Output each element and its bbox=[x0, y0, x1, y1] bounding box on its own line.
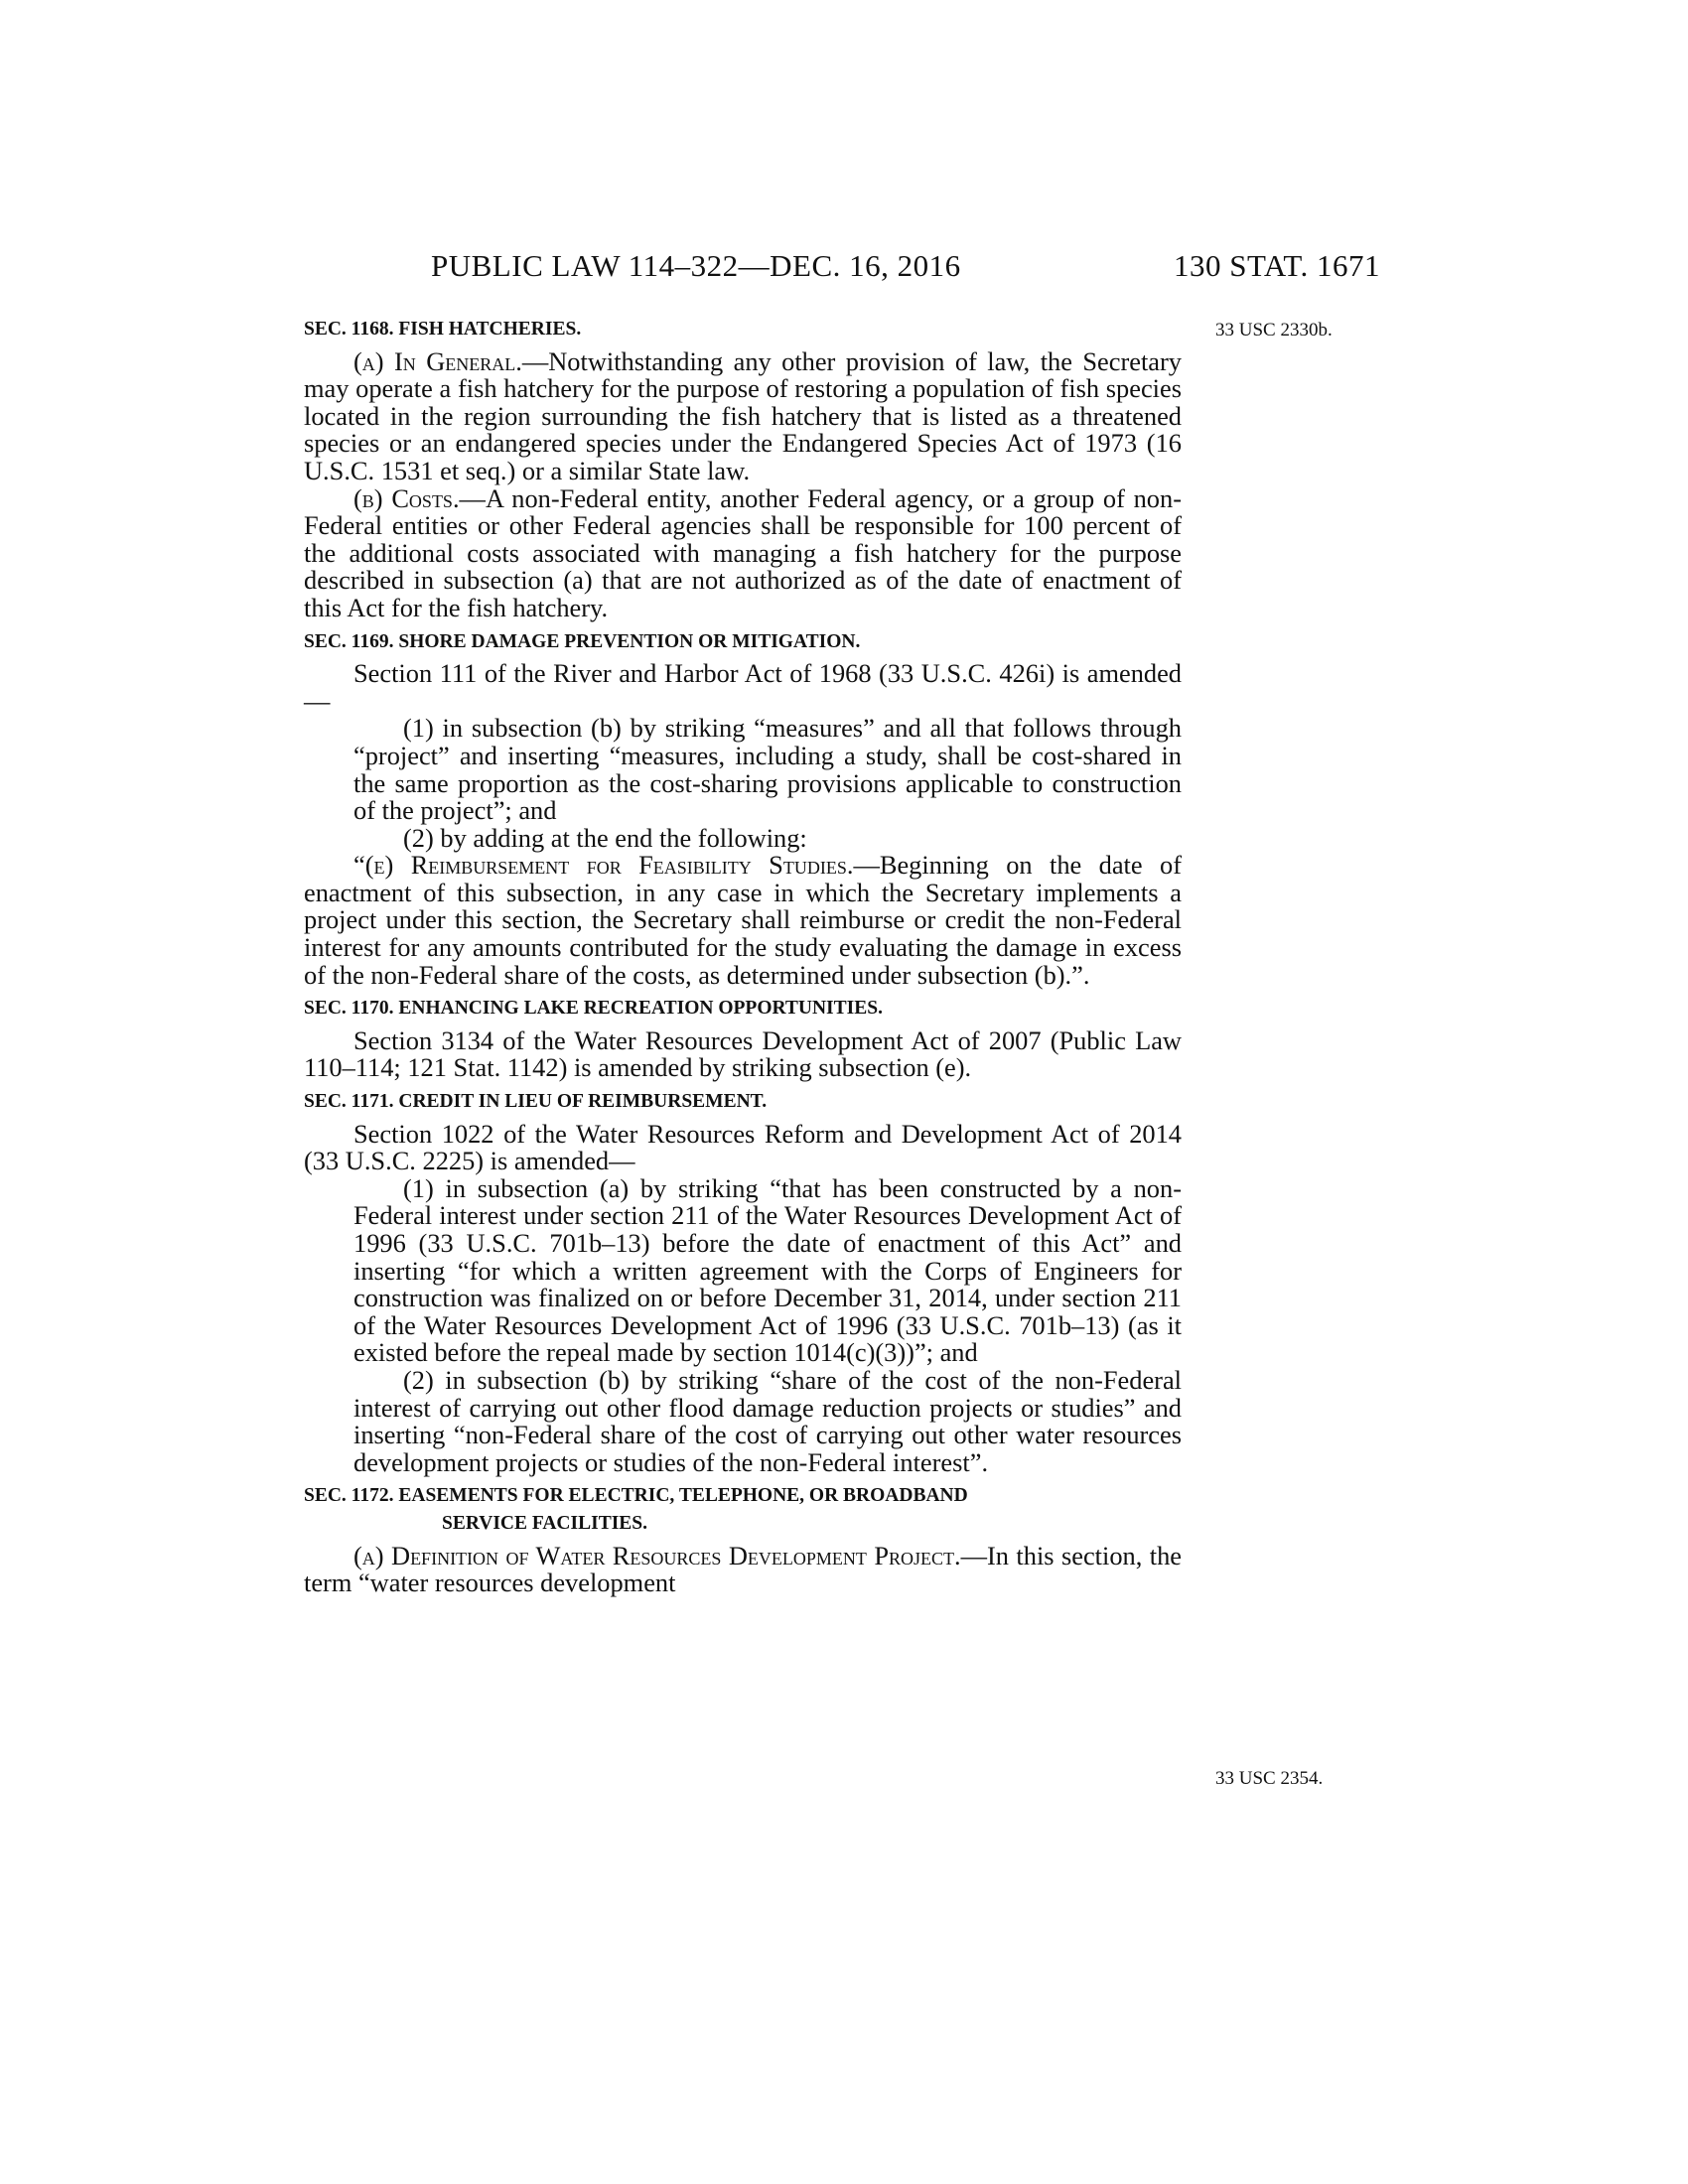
section-heading-1171: SEC. 1171. CREDIT IN LIEU OF REIMBURSEMENT. bbox=[304, 1091, 768, 1113]
section-heading-line-1: SEC. 1172. EASEMENTS FOR ELECTRIC, TELEPHONE, OR BROADBAND bbox=[304, 1485, 968, 1507]
page-header bbox=[304, 248, 1380, 288]
paragraph-text: —Beginning on the date of enactment of this subsection, in any case in which the Secretary implements a project under this section, the Secretary shall reimburse or credit the non-Federal interest for any amounts contributed for the study evaluating the damage in excess of the non-Federal share of the costs, as determined under subsection (b).”. bbox=[304, 850, 1182, 990]
running-title: PUBLIC LAW 114–322—DEC. 16, 2016 bbox=[431, 248, 961, 283]
section-heading-1172 bbox=[304, 1482, 1182, 1537]
subsection-label: (a) In General. bbox=[353, 345, 522, 376]
paragraph-1169-e bbox=[304, 852, 1182, 989]
paragraph-1169-item-2: (2) by adding at the end the following: bbox=[403, 822, 807, 853]
paragraph-1171-item-1: (1) in subsection (a) by striking “that has been constructed by a non-Federal interest under section 211 of the Water Resources Development Act of 1996 (33 U.S.C. 701b–13) before the date of enactment of this Act” and inserting “for which a written agreement with the Corps of Engineers for construction was finalized on or before December 31, 2014, under section 211 of the Water Resources Development Act of 1996 (33 U.S.C. 701b–13) (as it existed before the repeal made by section 1014(c)(3))”; and bbox=[353, 1172, 1182, 1368]
paragraph-1171-item-2: (2) in subsection (b) by striking “share of the cost of the non-Federal interest of carrying out other flood damage reduction projects or studies” and inserting “non-Federal share of the cost of carrying out other water resources development projects or studies of the non-Federal interest”. bbox=[353, 1364, 1182, 1477]
paragraph-text: —Notwithstanding any other provision of law, the Secretary may operate a fish hatchery for the purpose of restoring a population of fish species located in the region surrounding the fish hatchery that is listed as a threatened species or an endangered species under the Endangered Species Act of 1973 (16 U.S.C. 1531 et seq.) or a similar State law. bbox=[304, 345, 1182, 485]
subsection-label: “(e) Reimbursement for Feasibility Studies. bbox=[353, 850, 854, 881]
paragraph-1172-a bbox=[304, 1540, 1183, 1598]
subsection-label: (b) Costs. bbox=[353, 482, 460, 513]
margin-citation-1168: 33 USC 2330b. bbox=[1215, 320, 1333, 341]
document-body bbox=[304, 316, 1182, 1597]
paragraph-1169-item-1: (1) in subsection (b) by striking “measures” and all that follows through “project” and inserting “measures, including a study, shall be cost-shared in the same proportion as the cost-sharing provisions applicable to construction of the project”; and bbox=[353, 713, 1182, 826]
paragraph-1171-intro: Section 1022 of the Water Resources Reform and Development Act of 2014 (33 U.S.C. 2225) is amended— bbox=[304, 1118, 1182, 1176]
paragraph-1168-b bbox=[304, 482, 1182, 622]
paragraph-1170: Section 3134 of the Water Resources Development Act of 2007 (Public Law 110–114; 121 Stat. 1142) is amended by striking subsection (e). bbox=[304, 1024, 1182, 1083]
section-heading-1168: SEC. 1168. FISH HATCHERIES. bbox=[304, 319, 582, 340]
section-heading-1170: SEC. 1170. ENHANCING LAKE RECREATION OPPORTUNITIES. bbox=[304, 998, 883, 1020]
paragraph-1168-a bbox=[304, 345, 1182, 485]
subsection-label: (a) Definition of Water Resources Development Project. bbox=[353, 1540, 961, 1570]
paragraph-text: —In this section, the term “water resources development bbox=[304, 1540, 1183, 1598]
paragraph-text: —A non-Federal entity, another Federal agency, or a group of non-Federal entities or other Federal agencies shall be responsible for 100 percent of the additional costs associated with managing a fish hatchery for the purpose described in subsection (a) that are not authorized as of the date of enactment of this Act for the fish hatchery. bbox=[304, 482, 1182, 622]
paragraph-1169-intro: Section 111 of the River and Harbor Act of 1968 (33 U.S.C. 426i) is amended— bbox=[304, 658, 1182, 716]
section-heading-1169: SEC. 1169. SHORE DAMAGE PREVENTION OR MITIGATION. bbox=[304, 630, 861, 652]
section-heading-line-2: SERVICE FACILITIES. bbox=[442, 1512, 648, 1534]
margin-citation-1172: 33 USC 2354. bbox=[1215, 1768, 1324, 1789]
statute-page-number: 130 STAT. 1671 bbox=[1173, 248, 1380, 283]
